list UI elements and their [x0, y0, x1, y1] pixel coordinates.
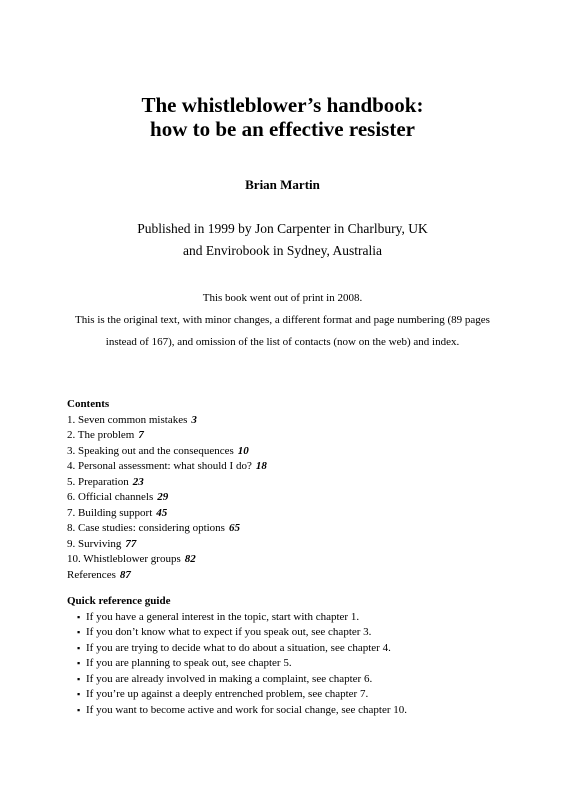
- toc-item-label: 2. The problem: [67, 429, 135, 441]
- toc-item-page: 87: [119, 568, 131, 581]
- book-title-line-2: how to be an effective resister: [150, 117, 415, 141]
- guide-item-1: [67, 610, 537, 626]
- print-note-line-1: This book went out of print in 2008.: [202, 292, 363, 304]
- guide-item-text: If you don’t know what to expect if you speak out, see chapter 3.: [86, 626, 372, 638]
- guide-item-text: If you want to become active and work for social change, see chapter 10.: [86, 703, 408, 716]
- quick-reference-guide: [67, 594, 537, 718]
- toc-item-1[interactable]: [67, 413, 527, 429]
- toc-item-label: 4. Personal assessment: what should I do?: [67, 460, 252, 472]
- guide-item-7: [67, 703, 537, 719]
- toc-item-page: 82: [184, 553, 196, 565]
- toc-item-label: 1. Seven common mistakes: [67, 413, 188, 426]
- guide-item-2: [67, 625, 537, 641]
- toc-item-9[interactable]: [67, 537, 527, 553]
- print-note-line-2: This is the original text, with minor changes, a different format and page numbering (89 pages: [75, 314, 490, 326]
- toc-item-3[interactable]: [67, 444, 527, 460]
- guide-item-text: If you are already involved in making a complaint, see chapter 6.: [86, 672, 373, 685]
- toc-item-references[interactable]: [67, 568, 527, 584]
- book-title: [0, 93, 565, 141]
- guide-item-text: If you’re up against a deeply entrenched problem, see chapter 7.: [86, 688, 369, 700]
- guide-item-4: [67, 656, 537, 672]
- toc-item-8[interactable]: [67, 521, 527, 537]
- toc-item-5[interactable]: [67, 475, 527, 491]
- toc-item-page: 23: [132, 475, 144, 488]
- toc-item-page: 77: [125, 537, 137, 550]
- toc-item-page: 10: [237, 444, 249, 457]
- toc-item-page: 29: [157, 491, 169, 503]
- table-of-contents: [67, 397, 527, 583]
- toc-item-page: 3: [191, 413, 197, 426]
- toc-item-label: 10. Whistleblower groups: [67, 553, 181, 565]
- bullet-icon: ▪: [77, 704, 81, 715]
- toc-item-4[interactable]: [67, 459, 527, 475]
- toc-item-page: 45: [156, 506, 168, 519]
- toc-item-page: 65: [228, 522, 240, 534]
- toc-item-6[interactable]: [67, 490, 527, 506]
- toc-item-7[interactable]: [67, 506, 527, 522]
- guide-item-text: If you have a general interest in the topic, start with chapter 1.: [86, 610, 360, 623]
- toc-item-label: 9. Surviving: [67, 537, 122, 550]
- toc-item-label: References: [67, 568, 116, 581]
- toc-item-label: 5. Preparation: [67, 475, 129, 488]
- bullet-icon: ▪: [77, 627, 81, 637]
- toc-item-label: 7. Building support: [67, 506, 153, 519]
- guide-item-text: If you are trying to decide what to do about a situation, see chapter 4.: [86, 641, 391, 654]
- print-note-line-3: instead of 167), and omission of the list of contacts (now on the web) and index.: [105, 336, 460, 348]
- bullet-icon: ▪: [77, 658, 81, 668]
- bullet-icon: ▪: [77, 673, 81, 684]
- toc-item-page: 7: [138, 429, 144, 441]
- bullet-icon: ▪: [77, 611, 81, 622]
- quick-guide-heading: Quick reference guide: [67, 595, 171, 607]
- toc-item-10[interactable]: [67, 552, 527, 568]
- guide-item-6: [67, 687, 537, 703]
- publication-line-2: and Envirobook in Sydney, Australia: [183, 243, 382, 258]
- toc-item-label: 8. Case studies: considering options: [67, 522, 225, 534]
- toc-item-label: 6. Official channels: [67, 491, 154, 503]
- toc-item-2[interactable]: [67, 428, 527, 444]
- guide-item-5: [67, 672, 537, 688]
- guide-item-3: [67, 641, 537, 657]
- toc-item-page: 18: [255, 460, 267, 472]
- bullet-icon: ▪: [77, 689, 81, 699]
- bullet-icon: ▪: [77, 642, 81, 653]
- author-name: Brian Martin: [245, 177, 320, 192]
- contents-heading: Contents: [67, 398, 110, 410]
- guide-item-text: If you are planning to speak out, see chapter 5.: [86, 657, 292, 669]
- toc-item-label: 3. Speaking out and the consequences: [67, 444, 234, 457]
- publication-line-1: Published in 1999 by Jon Carpenter in Charlbury, UK: [137, 221, 428, 236]
- book-title-line-1: The whistleblower’s handbook:: [141, 93, 424, 117]
